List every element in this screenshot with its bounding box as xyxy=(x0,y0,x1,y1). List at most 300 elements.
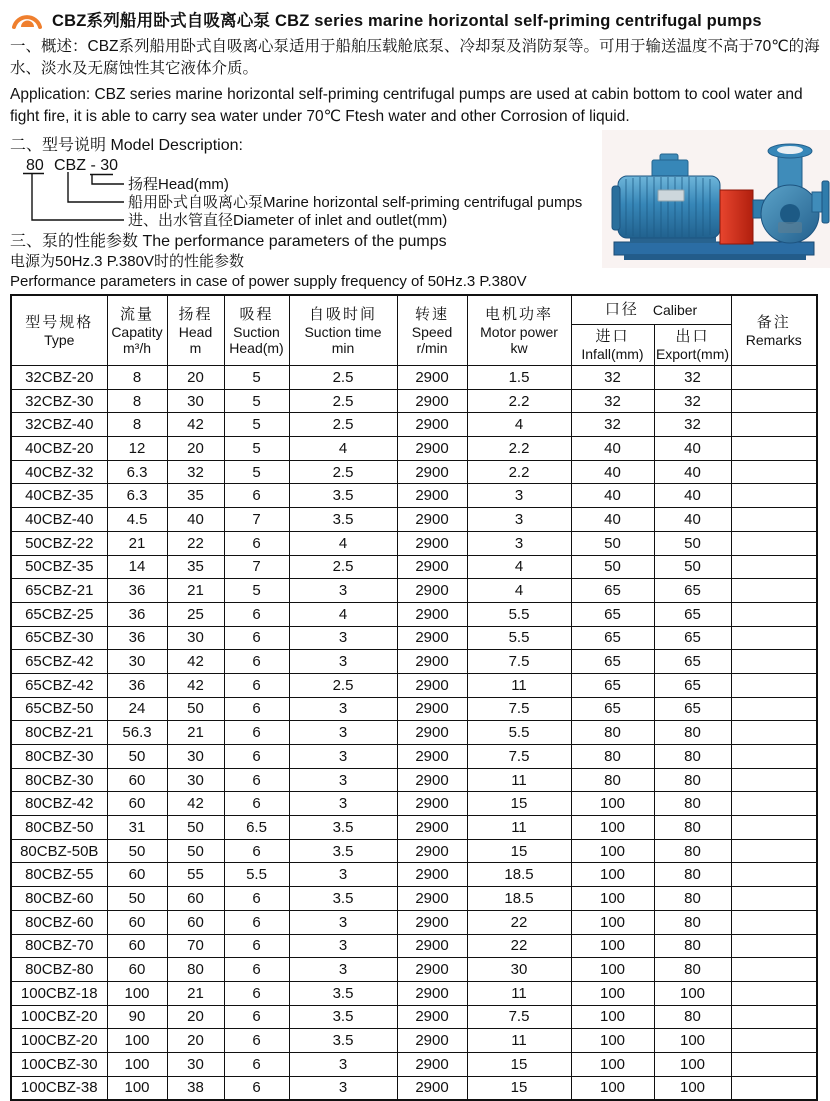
cell-speed: 2900 xyxy=(397,1029,467,1053)
model-description-heading: 二、型号说明 Model Description: xyxy=(10,137,243,154)
cell-speed: 2900 xyxy=(397,863,467,887)
cell-suction_head: 6 xyxy=(224,673,289,697)
cell-remarks xyxy=(731,816,817,840)
cell-suction_head: 6 xyxy=(224,768,289,792)
cell-motor_power: 7.5 xyxy=(467,697,571,721)
cell-capacity: 60 xyxy=(107,958,167,982)
cell-motor_power: 5.5 xyxy=(467,721,571,745)
cell-suction_time: 2.5 xyxy=(289,673,397,697)
cell-motor_power: 7.5 xyxy=(467,745,571,769)
cell-capacity: 24 xyxy=(107,697,167,721)
col-header-type: 型号规格 Type xyxy=(11,295,107,366)
cell-capacity: 60 xyxy=(107,792,167,816)
cell-head: 42 xyxy=(167,413,224,437)
cell-type: 40CBZ-40 xyxy=(11,508,107,532)
table-row xyxy=(11,768,817,792)
cell-type: 100CBZ-20 xyxy=(11,1005,107,1029)
cell-inlet: 100 xyxy=(571,958,654,982)
table-row xyxy=(11,721,817,745)
cell-speed: 2900 xyxy=(397,650,467,674)
cell-inlet: 65 xyxy=(571,650,654,674)
cell-capacity: 4.5 xyxy=(107,508,167,532)
cell-suction_time: 3 xyxy=(289,697,397,721)
pump-table-body xyxy=(11,366,817,1101)
cell-motor_power: 7.5 xyxy=(467,650,571,674)
cell-speed: 2900 xyxy=(397,792,467,816)
cell-remarks xyxy=(731,792,817,816)
cell-head: 60 xyxy=(167,910,224,934)
cell-speed: 2900 xyxy=(397,437,467,461)
cell-suction_head: 6 xyxy=(224,887,289,911)
cell-inlet: 65 xyxy=(571,602,654,626)
cell-speed: 2900 xyxy=(397,673,467,697)
performance-table xyxy=(10,294,818,1101)
cell-suction_head: 6 xyxy=(224,484,289,508)
col-header-suction-time: 自吸时间 Suction time min xyxy=(289,295,397,366)
power-note-zh: 电源为50Hz.3 P.380V时的性能参数 xyxy=(10,253,244,270)
cell-inlet: 65 xyxy=(571,626,654,650)
cell-suction_time: 4 xyxy=(289,437,397,461)
cell-suction_head: 6 xyxy=(224,626,289,650)
col-header-speed: 转速 Speed r/min xyxy=(397,295,467,366)
col-header-inlet: 进口 Infall(mm) xyxy=(571,325,654,366)
cell-head: 25 xyxy=(167,602,224,626)
cell-outlet: 80 xyxy=(654,910,731,934)
table-row xyxy=(11,1076,817,1100)
cell-head: 21 xyxy=(167,981,224,1005)
cell-suction_time: 2.5 xyxy=(289,366,397,390)
cell-suction_head: 6 xyxy=(224,602,289,626)
cell-capacity: 36 xyxy=(107,602,167,626)
cell-suction_time: 3 xyxy=(289,910,397,934)
col-header-capacity: 流量 Capatity m³/h xyxy=(107,295,167,366)
cell-speed: 2900 xyxy=(397,460,467,484)
cell-suction_head: 6 xyxy=(224,721,289,745)
col-header-motor-power: 电机功率 Motor power kw xyxy=(467,295,571,366)
cell-head: 20 xyxy=(167,437,224,461)
col-header-suction-head: 吸程 Suction Head(m) xyxy=(224,295,289,366)
cell-suction_head: 6 xyxy=(224,745,289,769)
cell-type: 100CBZ-20 xyxy=(11,1029,107,1053)
cell-suction_time: 3.5 xyxy=(289,508,397,532)
cell-suction_time: 2.5 xyxy=(289,413,397,437)
cell-capacity: 50 xyxy=(107,887,167,911)
cell-head: 42 xyxy=(167,673,224,697)
table-row xyxy=(11,697,817,721)
cell-suction_time: 4 xyxy=(289,602,397,626)
cell-remarks xyxy=(731,673,817,697)
cell-remarks xyxy=(731,508,817,532)
cell-outlet: 80 xyxy=(654,721,731,745)
cell-outlet: 32 xyxy=(654,366,731,390)
cell-inlet: 100 xyxy=(571,1076,654,1100)
cell-speed: 2900 xyxy=(397,934,467,958)
cell-capacity: 6.3 xyxy=(107,460,167,484)
cell-suction_time: 3 xyxy=(289,721,397,745)
cell-type: 80CBZ-21 xyxy=(11,721,107,745)
cell-inlet: 40 xyxy=(571,460,654,484)
cell-suction_time: 2.5 xyxy=(289,555,397,579)
table-row xyxy=(11,602,817,626)
cell-suction_head: 6 xyxy=(224,650,289,674)
cell-outlet: 50 xyxy=(654,531,731,555)
cell-outlet: 65 xyxy=(654,673,731,697)
overview-paragraph-en: Application: CBZ series marine horizontal self-priming centrifugal pumps are used at cabin bottom to cool water and fight fire, it is able to carry sea water under 70℃ Ftesh water and other Corrosion of liquid. xyxy=(10,86,803,125)
cell-suction_time: 3 xyxy=(289,626,397,650)
cell-motor_power: 15 xyxy=(467,839,571,863)
cell-type: 65CBZ-21 xyxy=(11,579,107,603)
cell-head: 60 xyxy=(167,887,224,911)
cell-remarks xyxy=(731,626,817,650)
cell-speed: 2900 xyxy=(397,555,467,579)
cell-head: 50 xyxy=(167,697,224,721)
table-row xyxy=(11,981,817,1005)
cell-speed: 2900 xyxy=(397,958,467,982)
cell-inlet: 100 xyxy=(571,839,654,863)
cell-type: 32CBZ-20 xyxy=(11,366,107,390)
cell-suction_head: 6 xyxy=(224,910,289,934)
cell-suction_head: 6 xyxy=(224,697,289,721)
cell-head: 20 xyxy=(167,366,224,390)
cell-inlet: 40 xyxy=(571,508,654,532)
cell-type: 65CBZ-42 xyxy=(11,650,107,674)
cell-remarks xyxy=(731,1076,817,1100)
cell-outlet: 80 xyxy=(654,887,731,911)
cell-type: 100CBZ-18 xyxy=(11,981,107,1005)
table-row xyxy=(11,792,817,816)
cell-speed: 2900 xyxy=(397,389,467,413)
cell-head: 42 xyxy=(167,650,224,674)
cell-suction_head: 5 xyxy=(224,437,289,461)
cell-remarks xyxy=(731,958,817,982)
cell-capacity: 100 xyxy=(107,1052,167,1076)
table-row xyxy=(11,745,817,769)
cell-inlet: 100 xyxy=(571,934,654,958)
table-row xyxy=(11,934,817,958)
cell-motor_power: 1.5 xyxy=(467,366,571,390)
cell-suction_head: 6 xyxy=(224,981,289,1005)
table-row xyxy=(11,887,817,911)
table-row xyxy=(11,413,817,437)
cell-motor_power: 3 xyxy=(467,484,571,508)
cell-speed: 2900 xyxy=(397,768,467,792)
cell-remarks xyxy=(731,697,817,721)
performance-table-head xyxy=(11,295,817,366)
cell-suction_head: 6 xyxy=(224,531,289,555)
cell-suction_time: 3 xyxy=(289,958,397,982)
cell-remarks xyxy=(731,484,817,508)
cell-outlet: 32 xyxy=(654,413,731,437)
cell-type: 80CBZ-30 xyxy=(11,768,107,792)
cell-remarks xyxy=(731,721,817,745)
cell-inlet: 100 xyxy=(571,1029,654,1053)
cell-suction_time: 3 xyxy=(289,768,397,792)
table-row xyxy=(11,816,817,840)
cell-suction_head: 5 xyxy=(224,413,289,437)
cell-motor_power: 4 xyxy=(467,555,571,579)
cell-capacity: 50 xyxy=(107,839,167,863)
cell-suction_time: 3.5 xyxy=(289,484,397,508)
cell-head: 20 xyxy=(167,1029,224,1053)
pump-product-photo xyxy=(602,130,830,268)
cell-capacity: 100 xyxy=(107,1076,167,1100)
cell-outlet: 80 xyxy=(654,863,731,887)
cell-type: 65CBZ-50 xyxy=(11,697,107,721)
cell-inlet: 100 xyxy=(571,981,654,1005)
cell-type: 50CBZ-22 xyxy=(11,531,107,555)
cell-capacity: 60 xyxy=(107,910,167,934)
cell-outlet: 80 xyxy=(654,816,731,840)
cell-speed: 2900 xyxy=(397,531,467,555)
cell-speed: 2900 xyxy=(397,887,467,911)
cell-remarks xyxy=(731,768,817,792)
cell-type: 80CBZ-30 xyxy=(11,745,107,769)
cell-head: 38 xyxy=(167,1076,224,1100)
cell-capacity: 30 xyxy=(107,650,167,674)
cell-head: 30 xyxy=(167,768,224,792)
table-row xyxy=(11,910,817,934)
document-header xyxy=(10,6,820,32)
table-row xyxy=(11,555,817,579)
model-label-head: 扬程Head(mm) xyxy=(128,176,229,193)
table-row xyxy=(11,389,817,413)
cell-speed: 2900 xyxy=(397,721,467,745)
cell-inlet: 32 xyxy=(571,366,654,390)
cell-inlet: 100 xyxy=(571,816,654,840)
performance-heading: 三、泵的性能参数 The performance parameters of the pumps xyxy=(10,233,447,250)
cell-motor_power: 7.5 xyxy=(467,1005,571,1029)
cell-remarks xyxy=(731,910,817,934)
cell-inlet: 100 xyxy=(571,863,654,887)
cell-motor_power: 4 xyxy=(467,579,571,603)
cell-capacity: 60 xyxy=(107,863,167,887)
cell-motor_power: 11 xyxy=(467,673,571,697)
cell-outlet: 80 xyxy=(654,768,731,792)
cell-outlet: 80 xyxy=(654,839,731,863)
cell-remarks xyxy=(731,460,817,484)
cell-suction_time: 3 xyxy=(289,579,397,603)
cell-motor_power: 15 xyxy=(467,792,571,816)
cell-speed: 2900 xyxy=(397,910,467,934)
cell-suction_time: 3.5 xyxy=(289,1005,397,1029)
cell-type: 80CBZ-60 xyxy=(11,887,107,911)
cell-suction_head: 6 xyxy=(224,958,289,982)
table-row xyxy=(11,460,817,484)
cell-head: 55 xyxy=(167,863,224,887)
cell-suction_head: 6 xyxy=(224,1052,289,1076)
cell-remarks xyxy=(731,366,817,390)
cell-outlet: 40 xyxy=(654,437,731,461)
cell-outlet: 80 xyxy=(654,792,731,816)
cell-outlet: 40 xyxy=(654,484,731,508)
table-row xyxy=(11,650,817,674)
cell-type: 80CBZ-50B xyxy=(11,839,107,863)
cell-motor_power: 4 xyxy=(467,413,571,437)
cell-capacity: 60 xyxy=(107,934,167,958)
cell-type: 50CBZ-35 xyxy=(11,555,107,579)
cell-motor_power: 15 xyxy=(467,1076,571,1100)
cell-speed: 2900 xyxy=(397,602,467,626)
table-row xyxy=(11,579,817,603)
cell-suction_time: 3 xyxy=(289,934,397,958)
cell-speed: 2900 xyxy=(397,579,467,603)
cell-remarks xyxy=(731,887,817,911)
table-row xyxy=(11,1029,817,1053)
cell-inlet: 100 xyxy=(571,792,654,816)
col-header-caliber-group: 口径 Caliber xyxy=(571,295,731,325)
cell-type: 80CBZ-60 xyxy=(11,910,107,934)
cell-head: 40 xyxy=(167,508,224,532)
cell-suction_time: 3 xyxy=(289,792,397,816)
cell-suction_time: 3.5 xyxy=(289,1029,397,1053)
cell-inlet: 50 xyxy=(571,531,654,555)
cell-type: 40CBZ-32 xyxy=(11,460,107,484)
table-row xyxy=(11,1005,817,1029)
cell-speed: 2900 xyxy=(397,816,467,840)
cell-inlet: 80 xyxy=(571,745,654,769)
col-header-remarks: 备注 Remarks xyxy=(731,295,817,366)
cell-type: 32CBZ-40 xyxy=(11,413,107,437)
table-row xyxy=(11,366,817,390)
cell-speed: 2900 xyxy=(397,413,467,437)
cell-motor_power: 11 xyxy=(467,1029,571,1053)
cell-type: 80CBZ-50 xyxy=(11,816,107,840)
cell-inlet: 65 xyxy=(571,673,654,697)
table-row xyxy=(11,958,817,982)
cell-suction_head: 5.5 xyxy=(224,863,289,887)
cell-head: 30 xyxy=(167,626,224,650)
model-code-size: 80 xyxy=(26,158,44,174)
cell-suction_head: 5 xyxy=(224,389,289,413)
table-row xyxy=(11,863,817,887)
cell-motor_power: 30 xyxy=(467,958,571,982)
cell-outlet: 100 xyxy=(654,1052,731,1076)
cell-motor_power: 3 xyxy=(467,531,571,555)
cell-remarks xyxy=(731,1029,817,1053)
cell-capacity: 8 xyxy=(107,413,167,437)
cell-speed: 2900 xyxy=(397,484,467,508)
cell-head: 21 xyxy=(167,579,224,603)
cell-suction_time: 3 xyxy=(289,745,397,769)
col-header-head: 扬程 Head m xyxy=(167,295,224,366)
cell-remarks xyxy=(731,839,817,863)
cell-outlet: 80 xyxy=(654,745,731,769)
cell-type: 32CBZ-30 xyxy=(11,389,107,413)
table-row xyxy=(11,531,817,555)
cell-remarks xyxy=(731,1005,817,1029)
cell-outlet: 65 xyxy=(654,579,731,603)
cell-capacity: 36 xyxy=(107,626,167,650)
cell-outlet: 32 xyxy=(654,389,731,413)
cell-head: 30 xyxy=(167,745,224,769)
cell-remarks xyxy=(731,555,817,579)
cell-capacity: 90 xyxy=(107,1005,167,1029)
cell-head: 80 xyxy=(167,958,224,982)
cell-head: 35 xyxy=(167,555,224,579)
cell-type: 40CBZ-20 xyxy=(11,437,107,461)
cell-type: 80CBZ-42 xyxy=(11,792,107,816)
cell-capacity: 100 xyxy=(107,1029,167,1053)
cell-motor_power: 2.2 xyxy=(467,389,571,413)
cell-suction_head: 6 xyxy=(224,1076,289,1100)
table-row xyxy=(11,508,817,532)
cell-remarks xyxy=(731,437,817,461)
cell-head: 22 xyxy=(167,531,224,555)
cell-remarks xyxy=(731,531,817,555)
cell-type: 80CBZ-80 xyxy=(11,958,107,982)
model-code-diagram xyxy=(10,158,610,228)
cell-motor_power: 5.5 xyxy=(467,626,571,650)
cell-capacity: 50 xyxy=(107,745,167,769)
cell-suction_head: 6 xyxy=(224,792,289,816)
cell-suction_head: 6.5 xyxy=(224,816,289,840)
cell-outlet: 40 xyxy=(654,508,731,532)
model-label-pump-type: 船用卧式自吸离心泵Marine horizontal self-priming centrifugal pumps xyxy=(128,194,583,211)
cell-type: 80CBZ-55 xyxy=(11,863,107,887)
cell-remarks xyxy=(731,389,817,413)
cell-speed: 2900 xyxy=(397,1005,467,1029)
cell-remarks xyxy=(731,745,817,769)
cell-head: 35 xyxy=(167,484,224,508)
cell-suction_head: 5 xyxy=(224,460,289,484)
cell-speed: 2900 xyxy=(397,981,467,1005)
cell-inlet: 100 xyxy=(571,910,654,934)
model-label-diameter: 进、出水管直径Diameter of inlet and outlet(mm) xyxy=(128,212,448,228)
cell-capacity: 60 xyxy=(107,768,167,792)
cell-head: 30 xyxy=(167,389,224,413)
cell-type: 65CBZ-25 xyxy=(11,602,107,626)
table-row xyxy=(11,437,817,461)
cell-suction_time: 3 xyxy=(289,1076,397,1100)
table-row xyxy=(11,839,817,863)
cell-inlet: 40 xyxy=(571,437,654,461)
table-row xyxy=(11,673,817,697)
cell-suction_time: 3.5 xyxy=(289,839,397,863)
cell-type: 100CBZ-30 xyxy=(11,1052,107,1076)
cell-suction_time: 3.5 xyxy=(289,887,397,911)
cell-head: 50 xyxy=(167,839,224,863)
cell-speed: 2900 xyxy=(397,626,467,650)
brand-sunrise-icon xyxy=(10,8,44,30)
cell-inlet: 65 xyxy=(571,697,654,721)
cell-suction_head: 6 xyxy=(224,1005,289,1029)
overview-paragraph-zh: 一、概述：CBZ系列船用卧式自吸离心泵适用于船舶压载舱底泵、冷却泵及消防泵等。可用于输送温度不高于70℃的海水、淡水及无腐蚀性其它液体介质。 xyxy=(10,38,820,77)
cell-outlet: 65 xyxy=(654,602,731,626)
cell-suction_time: 3 xyxy=(289,863,397,887)
cell-motor_power: 18.5 xyxy=(467,887,571,911)
cell-motor_power: 11 xyxy=(467,768,571,792)
cell-inlet: 32 xyxy=(571,413,654,437)
cell-inlet: 100 xyxy=(571,887,654,911)
cell-suction_head: 5 xyxy=(224,579,289,603)
cell-outlet: 65 xyxy=(654,697,731,721)
cell-speed: 2900 xyxy=(397,508,467,532)
power-note-en: Performance parameters in case of power supply frequency of 50Hz.3 P.380V xyxy=(10,273,527,290)
cell-outlet: 100 xyxy=(654,1076,731,1100)
cell-capacity: 36 xyxy=(107,579,167,603)
cell-suction_time: 3 xyxy=(289,650,397,674)
cell-suction_time: 3.5 xyxy=(289,816,397,840)
cell-motor_power: 15 xyxy=(467,1052,571,1076)
model-code-series: CBZ - 30 xyxy=(54,158,119,174)
cell-motor_power: 2.2 xyxy=(467,437,571,461)
cell-remarks xyxy=(731,934,817,958)
table-row xyxy=(11,484,817,508)
cell-suction_head: 7 xyxy=(224,508,289,532)
cell-inlet: 50 xyxy=(571,555,654,579)
page-title-zh: CBZ系列船用卧式自吸离心泵 xyxy=(52,12,271,30)
cell-head: 70 xyxy=(167,934,224,958)
